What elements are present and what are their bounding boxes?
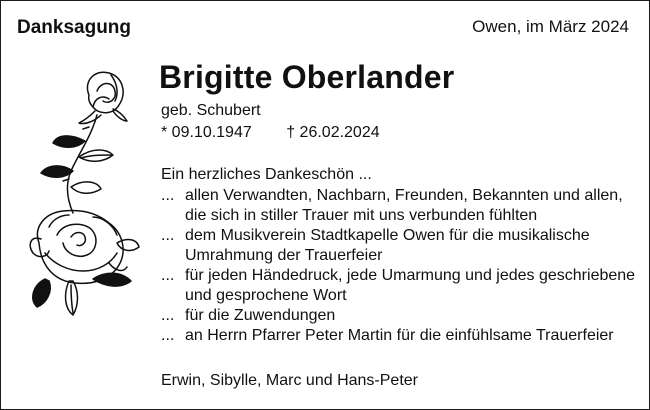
ellipsis-marker: ... (161, 187, 175, 204)
ellipsis-marker: ... (161, 327, 175, 344)
ellipsis-marker: ... (161, 307, 175, 324)
list-item (161, 306, 641, 326)
list-item (161, 326, 641, 346)
thanks-text: dem Musikverein Stadtkapelle Owen für die musikalische Umrahmung der Trauerfeier (185, 227, 590, 264)
thanks-text: für jeden Händedruck, jede Umarmung und jedes geschriebene und gesprochene Wort (185, 267, 636, 304)
thanks-text: allen Verwandten, Nachbarn, Freunden, Bekannten und allen, die sich in stiller Trauer mit uns verbunden fühlten (185, 187, 623, 224)
deceased-name: Brigitte Oberlander (159, 59, 455, 95)
death-date: † 26.02.2024 (286, 124, 380, 141)
birth-date: * 09.10.1947 (161, 124, 252, 141)
thanks-intro: Ein herzliches Dankeschön ... (161, 166, 372, 183)
notice-heading: Danksagung (17, 17, 132, 38)
list-item (161, 266, 641, 306)
maiden-name: geb. Schubert (161, 102, 261, 119)
rose-illustration-icon (23, 67, 141, 323)
life-dates (161, 124, 380, 142)
thanks-list (161, 186, 641, 346)
place-and-date: Owen, im März 2024 (472, 17, 629, 36)
ellipsis-marker: ... (161, 227, 175, 244)
list-item (161, 186, 641, 226)
thanks-text: an Herrn Pfarrer Peter Martin für die einfühlsame Trauerfeier (185, 327, 614, 344)
family-signature: Erwin, Sibylle, Marc und Hans-Peter (161, 372, 418, 389)
list-item (161, 226, 641, 266)
thanks-text: für die Zuwendungen (185, 307, 336, 324)
ellipsis-marker: ... (161, 267, 175, 284)
